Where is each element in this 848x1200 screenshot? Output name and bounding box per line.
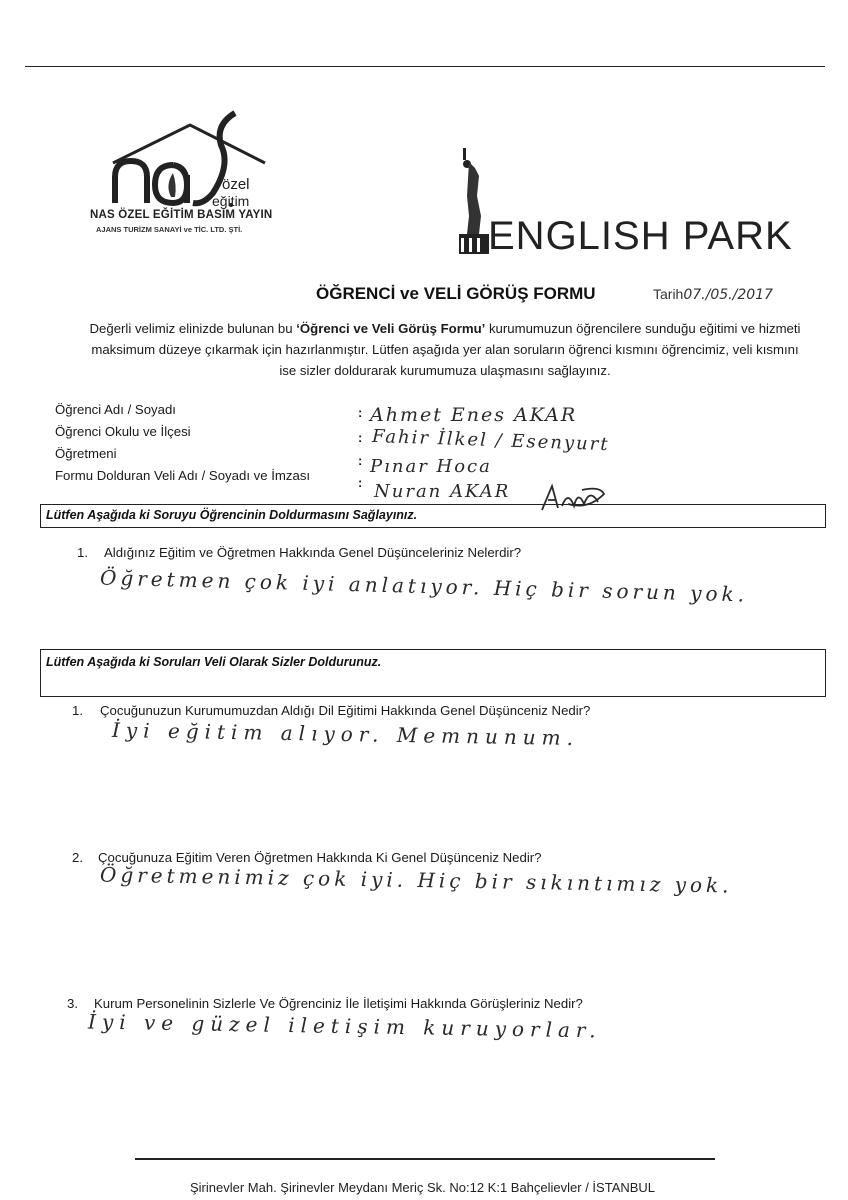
intro-paragraph: [60, 318, 830, 381]
logo-company-subtitle: AJANS TURİZM SANAYİ ve TİC. LTD. ŞTİ.: [96, 225, 243, 234]
top-rule: [25, 66, 825, 67]
field-value-student-school: Fahir İlkel / Esenyurt: [371, 425, 610, 456]
parent-answer-3: İyi ve güzel iletişim kuruyorlar.: [87, 1009, 602, 1043]
parent-section-label: Lütfen Aşağıda ki Soruları Veli Olarak Sizler Doldurunuz.: [46, 655, 382, 669]
student-question-1-number: 1.: [77, 545, 88, 560]
intro-line-2: maksimum düzeye çıkarmak için hazırlanmıştır. Lütfen aşağıda yer alan soruların öğrenci kısmını öğrencimiz, veli kısmını: [91, 342, 799, 357]
date-value: 07./05./2017: [683, 287, 773, 303]
intro-text-pre: Değerli velimiz elinizde bulunan bu: [89, 321, 297, 336]
field-label-student-name: Öğrenci Adı / Soyadı: [55, 402, 176, 417]
field-value-parent-name: Nuran AKAR: [374, 481, 511, 502]
field-label-teacher: Öğretmeni: [55, 446, 117, 461]
intro-form-name: ‘Öğrenci ve Veli Görüş Formu’: [296, 321, 486, 336]
logo-ozel-text: özel: [222, 176, 250, 193]
parent-question-2-number: 2.: [72, 850, 83, 865]
parent-question-2-text: Çocuğunuza Eğitim Veren Öğretmen Hakkında Ki Genel Düşünceniz Nedir?: [98, 850, 542, 865]
field-label-student-school: Öğrenci Okulu ve İlçesi: [55, 424, 191, 439]
english-park-logo-text: ENGLISH PARK: [488, 214, 793, 258]
footer-rule: [135, 1158, 715, 1160]
parent-question-3-number: 3.: [67, 996, 78, 1011]
field-label-parent-name: Formu Dolduran Veli Adı / Soyadı ve İmzası: [55, 468, 311, 483]
parent-question-3-text: Kurum Personelinin Sizlerle Ve Öğrenciniz İle İletişimi Hakkında Görüşleriniz Nedir?: [94, 996, 583, 1011]
parent-question-1-text: Çocuğunuzun Kurumumuzdan Aldığı Dil Eğitimi Hakkında Genel Düşünceniz Nedir?: [100, 703, 591, 718]
field-value-student-name: Ahmet Enes AKAR: [370, 404, 578, 426]
logo-egitim-text: eğitim: [212, 193, 250, 209]
field-value-teacher: Pınar Hoca: [370, 456, 492, 477]
student-question-1-text: Aldığınız Eğitim ve Öğretmen Hakkında Genel Düşünceleriniz Nelerdir?: [104, 545, 522, 560]
student-answer-1: Öğretmen çok iyi anlatıyor. Hiç bir sorun yok.: [99, 565, 749, 607]
nas-logo-icon: [95, 105, 285, 245]
logo-company-name: NAS ÖZEL EĞİTİM BASIM YAYIN: [90, 209, 273, 221]
intro-text-post: kurumumuzun öğrencilere sunduğu eğitimi ve hizmeti: [485, 321, 801, 336]
footer-address: Şirinevler Mah. Şirinevler Meydanı Meriç Sk. No:12 K:1 Bahçelievler / İSTANBUL: [190, 1180, 656, 1195]
date-field: [653, 286, 773, 303]
parent-question-1-number: 1.: [72, 703, 83, 718]
parent-answer-1: İyi eğitim alıyor. Memnunum.: [111, 717, 580, 751]
student-section-label: Lütfen Aşağıda ki Soruyu Öğrencinin Doldurmasını Sağlayınız.: [46, 508, 418, 522]
intro-line-3: ise sizler doldurarak kurumumuza ulaşmasını sağlayınız.: [279, 363, 611, 378]
form-title: ÖĞRENCİ ve VELİ GÖRÜŞ FORMU: [316, 284, 596, 303]
parent-answer-2: Öğretmenimiz çok iyi. Hiç bir sıkıntımız yok.: [99, 862, 733, 898]
date-label: Tarih: [653, 286, 684, 302]
statue-of-liberty-icon: [455, 146, 491, 254]
